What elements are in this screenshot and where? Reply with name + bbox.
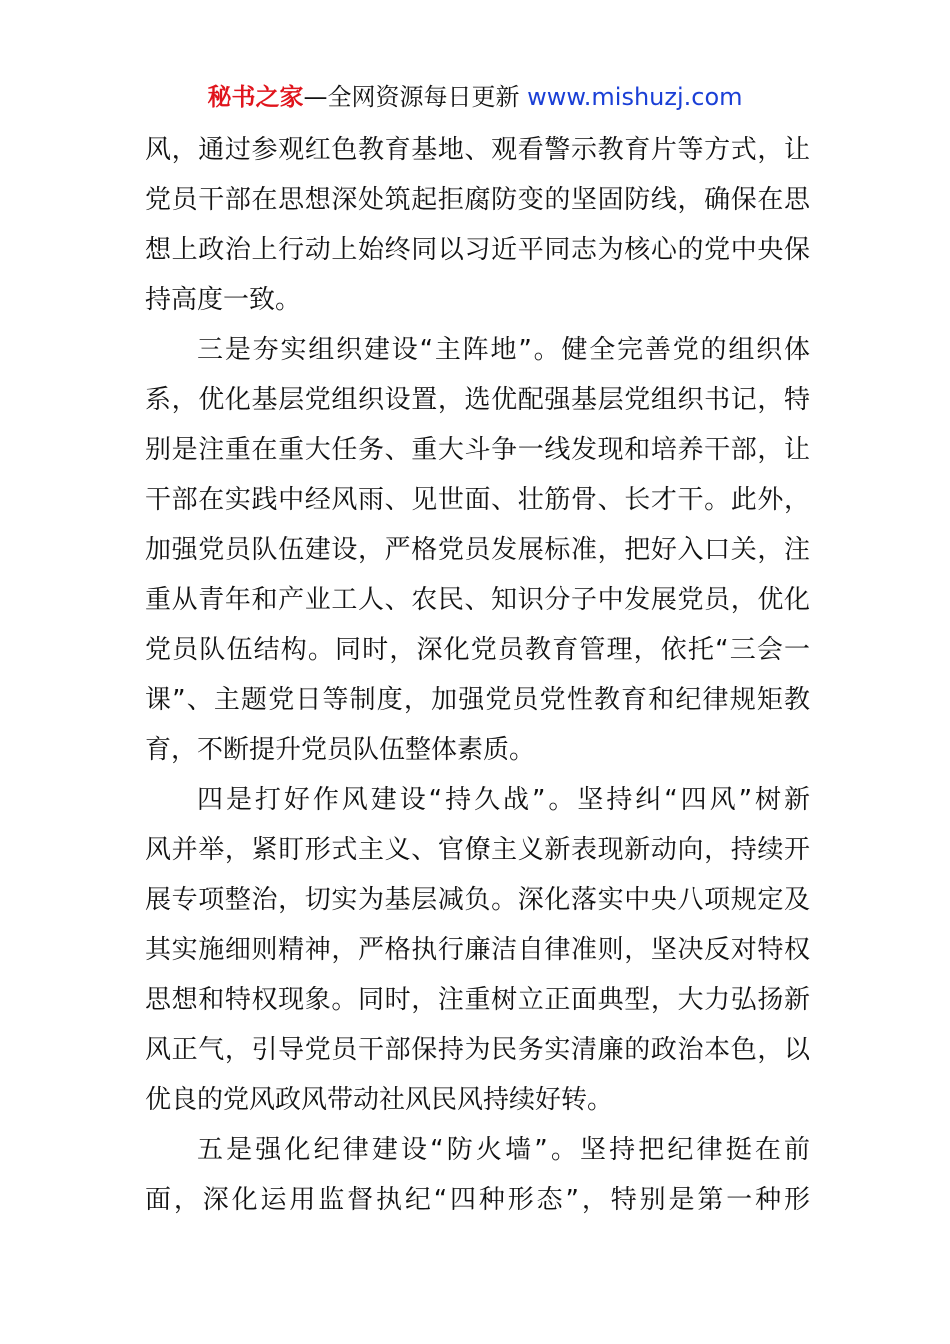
text-line: 育，不断提升党员队伍整体素质。 — [145, 735, 536, 765]
text-line: 其实施细则精神，严格执行廉洁自律准则，坚决反对特权 — [145, 935, 810, 965]
site-brand: 秘书之家 — [207, 83, 304, 111]
paragraph — [145, 125, 810, 325]
text-line: 面，深化运用监督执纪“四种形态”，特别是第一种形 — [145, 1185, 810, 1215]
text-line: 风并举，紧盯形式主义、官僚主义新表现新动向，持续开 — [145, 835, 810, 865]
document-body — [145, 125, 810, 1225]
text-line: 党员队伍结构。同时，深化党员教育管理，依托“三会一 — [145, 635, 810, 665]
site-header — [0, 80, 950, 114]
paragraph — [145, 325, 810, 775]
text-line: 持高度一致。 — [145, 285, 302, 315]
site-tagline: —全网资源每日更新 — [303, 83, 528, 111]
text-line: 别是注重在重大任务、重大斗争一线发现和培养干部，让 — [145, 435, 810, 465]
text-line: 思想和特权现象。同时，注重树立正面典型，大力弘扬新 — [145, 985, 810, 1015]
text-line: 干部在实践中经风雨、见世面、壮筋骨、长才干。此外， — [145, 485, 810, 515]
text-line: 展专项整治，切实为基层减负。深化落实中央八项规定及 — [145, 885, 810, 915]
paragraph — [145, 1125, 810, 1225]
text-line: 五是强化纪律建设“防火墙”。坚持把纪律挺在前 — [197, 1135, 810, 1165]
text-line: 优良的党风政风带动社风民风持续好转。 — [145, 1085, 614, 1115]
text-line: 加强党员队伍建设，严格党员发展标准，把好入口关，注 — [145, 535, 810, 565]
text-line: 三是夯实组织建设“主阵地”。健全完善党的组织体 — [197, 335, 810, 365]
text-line: 重从青年和产业工人、农民、知识分子中发展党员，优化 — [145, 585, 810, 615]
text-line: 风，通过参观红色教育基地、观看警示教育片等方式，让 — [145, 135, 810, 165]
text-line: 课”、主题党日等制度，加强党员党性教育和纪律规矩教 — [145, 685, 810, 715]
text-line: 想上政治上行动上始终同以习近平同志为核心的党中央保 — [145, 235, 810, 265]
text-line: 四是打好作风建设“持久战”。坚持纠“四风”树新 — [197, 785, 810, 815]
paragraph — [145, 775, 810, 1125]
text-line: 党员干部在思想深处筑起拒腐防变的坚固防线，确保在思 — [145, 185, 810, 215]
text-line: 风正气，引导党员干部保持为民务实清廉的政治本色，以 — [145, 1035, 810, 1065]
site-url[interactable]: www.mishuzj.com — [527, 83, 743, 111]
text-line: 系，优化基层党组织设置，选优配强基层党组织书记，特 — [145, 385, 810, 415]
